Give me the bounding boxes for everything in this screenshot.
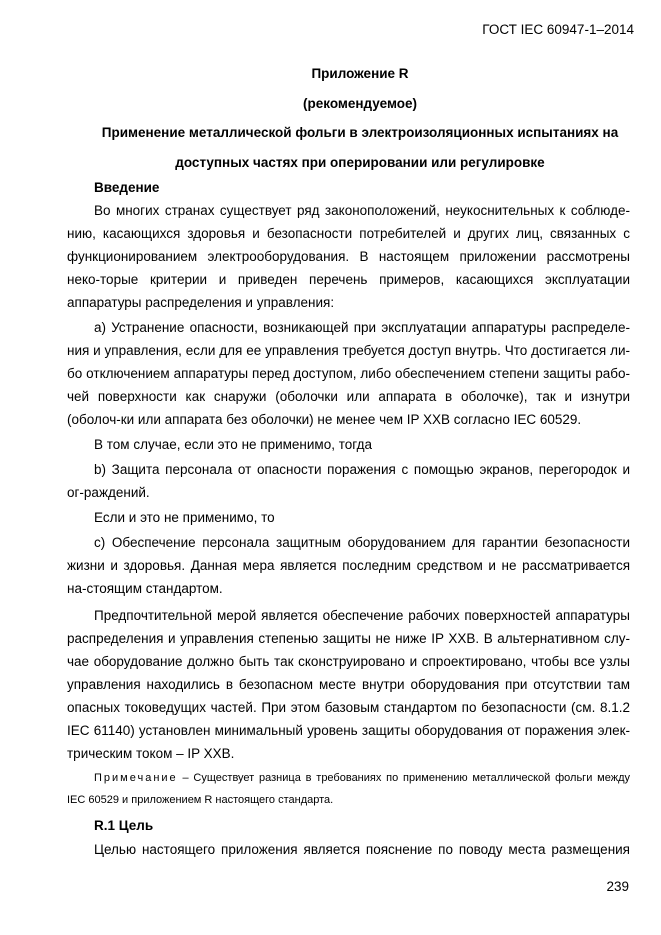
appendix-title-line-1: Применение металлической фольги в электроизоляционных испытаниях на [101, 125, 619, 140]
intro-paragraph-2: a) Устранение опасности, возникающей при эксплуатации аппаратуры распределе-ния и управления, если для ее управления требуется доступ внутрь. Что достигается ли-бо отключением аппаратуры перед доступом, либо обеспечением степени защиты рабо-чей поверхности как снаружи (оболочки или аппарата в оболочке), так и изнутри (оболоч-ки или аппарата без оболочки) не менее чем IP XXB согласно IEC 60529. [67, 320, 630, 427]
appendix-label: Приложение R [311, 66, 409, 81]
intro-heading: Введение [94, 180, 160, 195]
intro-paragraph-3: В том случае, если это не применимо, тогда [94, 437, 372, 452]
section-r1-body [67, 838, 630, 861]
intro-body [67, 199, 630, 811]
intro-section [94, 176, 630, 199]
appendix-title-line-2: доступных частях при оперировании или регулировке [175, 154, 545, 170]
standard-designation: ГОСТ IEC 60947-1–2014 [482, 22, 634, 37]
intro-paragraph-6: c) Обеспечение персонала защитным оборудованием для гарантии безопасности жизни и здоровья. Данная мера является последним средством и не рассматривается на-стоящим стандартом. [67, 535, 630, 596]
note [67, 767, 630, 811]
section-r1-heading: R.1 Цель [94, 818, 154, 833]
appendix-status: (рекомендуемое) [303, 95, 417, 111]
intro-paragraph-1: Во многих странах существует ряд законоположений, неукоснительных к соблюде-нию, касающихся здоровья и безопасности потребителей и других лиц, связанных с функционированием электрооборудования. В настоящем приложении рассмотрены неко-торые критерии и приведен перечень примеров, касающихся эксплуатации аппаратуры распределения и управления: [67, 203, 630, 310]
section-r1-paragraph-1: Целью настоящего приложения является пояснение по поводу места размещения [94, 842, 630, 857]
intro-paragraph-4: b) Защита персонала от опасности поражения с помощью экранов, перегородок и ог-раждений. [67, 462, 630, 500]
intro-paragraph-7: Предпочтительной мерой является обеспечение рабочих поверхностей аппаратуры распределения и управления степенью защиты не ниже IP XXB. В альтернативном слу-чае оборудование должно быть так сконструировано и спроектировано, чтобы все узлы управления находились в безопасном месте внутри оборудования при отсутствии там опасных токоведущих частей. При этом базовым стандартом по безопасности (см. 8.1.2 IEC 61140) установлен минимальный уровень защиты оборудования от поражения элек-трическим током – IP XXB. [67, 608, 630, 761]
appendix-heading [80, 62, 640, 174]
section-r1-heading-block [94, 814, 630, 837]
note-label: Примечание [94, 772, 178, 784]
page-number: 239 [606, 879, 629, 894]
note-text: – Существует разница в требованиях по применению металлической фольги между IEC 60529 и приложением R настоящего стандарта. [67, 772, 630, 806]
intro-paragraph-5: Если и это не применимо, то [94, 510, 275, 525]
